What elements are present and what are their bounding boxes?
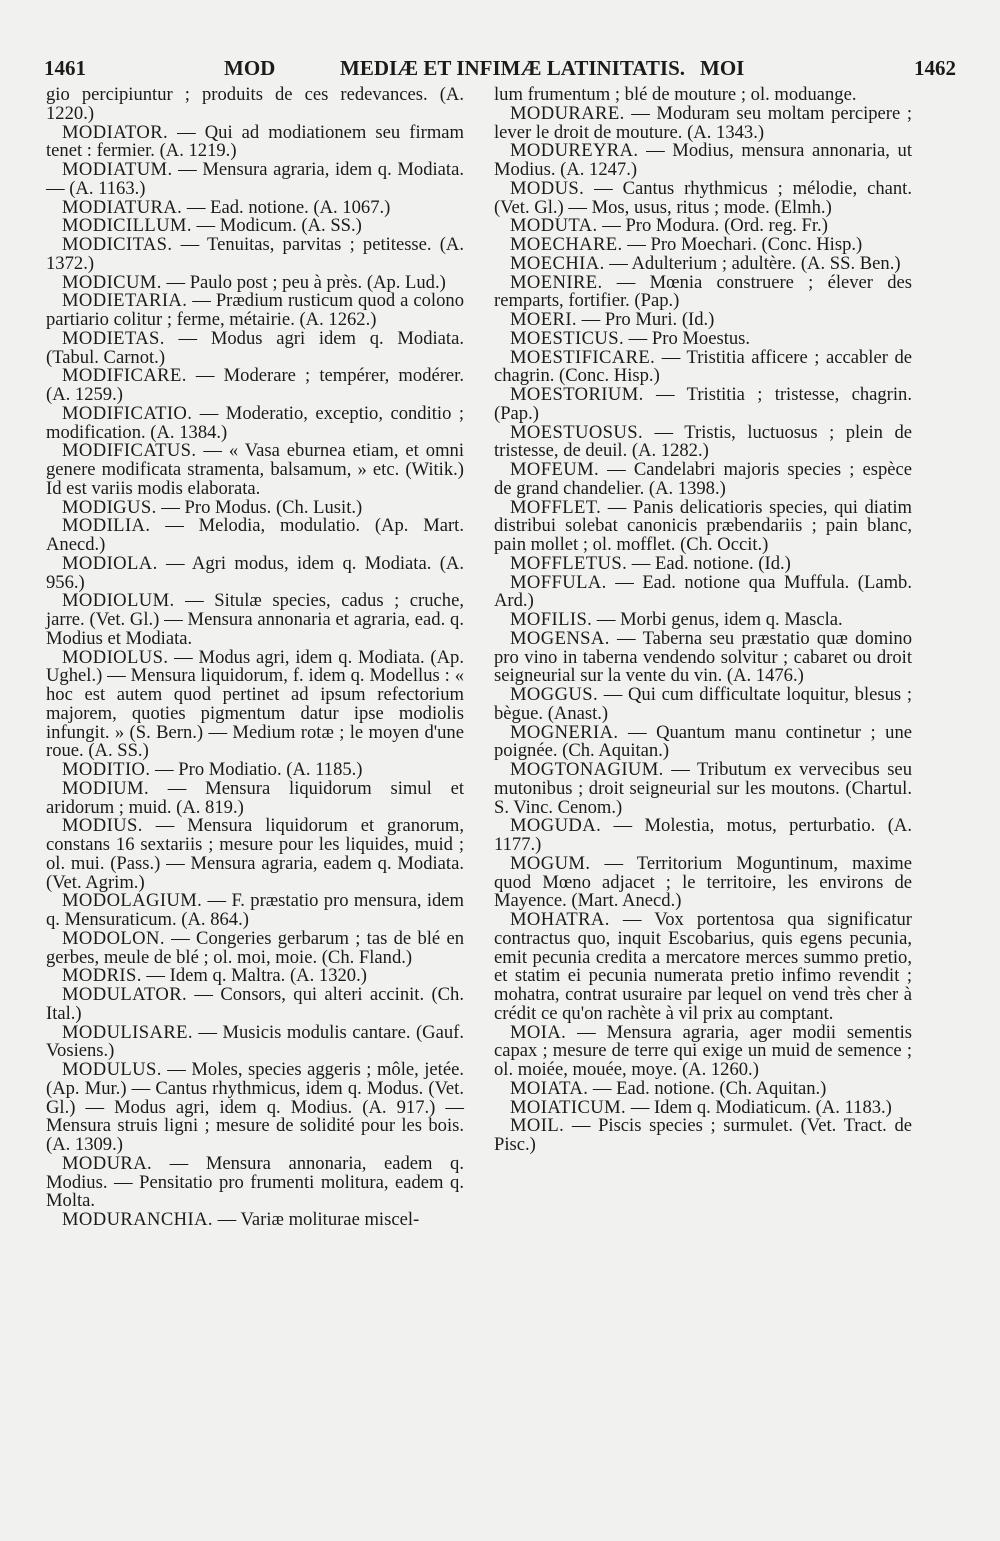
entry-definition: — Pro Modiatio. (A. 1185.) bbox=[150, 759, 363, 780]
entry-definition: — Pro Moecharі. (Conc. Hisp.) bbox=[622, 234, 863, 255]
left-guide-word: MOD bbox=[224, 56, 276, 80]
entry-definition: — Pro Muri. (Id.) bbox=[576, 309, 715, 330]
entry-definition: — Qui cum difficultate loquitur, blesus ; bègue. (Anast.) bbox=[494, 684, 912, 724]
entry-definition: — Mensura liquidorum simul et aridorum ; muid. (A. 819.) bbox=[46, 777, 464, 818]
entry-headword: MOESTICUS. bbox=[510, 327, 625, 349]
entry-definition: — Mensura liquidorum et granorum, constans 16 sextariis ; mesure pour les liquides, muid ; ol. mui. (Pass.) — Mensura agraria, eadem q. Modiata. (Vet. Agrim.) bbox=[46, 815, 464, 893]
entry-headword: MODIGUS. bbox=[62, 496, 157, 518]
entry-definition: — Moles, species aggeris ; môle, jetée. (Ap. Mur.) — Cantus rhythmicus, idem q. Modus. (Vet. Gl.) — Modus agri, idem q. Modius. (A. 917.) — Mensura struis ligni ; mesure de solidité pour les bois. (A. 1309.) bbox=[46, 1059, 464, 1155]
entry-headword: MODIUM. bbox=[62, 777, 149, 799]
entry-headword: MODITIO. bbox=[62, 759, 151, 780]
entry-headword: MODICUM. bbox=[62, 271, 162, 293]
entry-definition: — Mensura agraria, ager modii sementis capax ; mesure de terre qui exige un muid de semence ; ol. moiée, mouée, moye. (A. 1260.) bbox=[494, 1021, 912, 1080]
entry-headword: MODIETARIA. bbox=[62, 290, 188, 312]
entry-headword: MODULISARE. bbox=[62, 1021, 193, 1043]
entry-headword: MOGGUS. bbox=[510, 684, 599, 705]
entry-headword: MODUTA. bbox=[510, 215, 598, 237]
dictionary-entry bbox=[494, 761, 912, 817]
dictionary-entry bbox=[494, 817, 912, 855]
entry-headword: MOGNERIA. bbox=[510, 721, 619, 743]
dictionary-entry bbox=[494, 686, 912, 724]
entry-definition: — Ead. notione. (Id.) bbox=[627, 552, 791, 574]
dictionary-entry bbox=[46, 327, 464, 368]
entry-headword: MOERI. bbox=[510, 309, 577, 330]
dictionary-entry bbox=[46, 892, 464, 930]
entry-definition: — Tristis, luctuosus ; plein de tristesse, de deuil. (A. 1282.) bbox=[494, 421, 912, 462]
entry-definition: — Moderatio, exceptio, conditio ; modification. (A. 1384.) bbox=[46, 402, 464, 443]
dictionary-entry bbox=[46, 1211, 464, 1230]
entry-headword: MODULATOR. bbox=[62, 984, 188, 1005]
running-header bbox=[44, 56, 956, 86]
dictionary-entry bbox=[46, 927, 464, 968]
dictionary-entry bbox=[46, 1152, 464, 1212]
dictionary-entry bbox=[494, 627, 912, 687]
entry-headword: MOGUDA. bbox=[510, 815, 602, 837]
entry-definition: — Pro Modus. (Ch. Lusit.) bbox=[156, 496, 363, 518]
entry-definition: — Mœnia construere ; élever des remparts, fortifier. (Pap.) bbox=[494, 271, 912, 312]
entry-headword: MODIOLA. bbox=[62, 552, 158, 574]
entry-definition: — Agri modus, idem q. Modiata. (A. 956.) bbox=[46, 552, 464, 593]
entry-headword: MOENIRE. bbox=[510, 271, 603, 293]
entry-headword: MODIFICATIO. bbox=[62, 402, 193, 424]
dictionary-entry bbox=[494, 721, 912, 762]
entry-headword: MODURANCHIA. bbox=[62, 1209, 213, 1230]
entry-definition: — Panis delicatioris species, qui diatim distribui solebat canonicis præbendariis ; pain blanc, pain mollet ; ol. mofflet. (Ch. Occit.) bbox=[494, 496, 912, 555]
entry-definition: — Idem q. Modiaticum. (A. 1183.) bbox=[626, 1096, 892, 1118]
entry-headword: MOGUM. bbox=[510, 852, 591, 874]
entry-headword: MODIATOR. bbox=[62, 121, 169, 143]
dictionary-entry bbox=[494, 571, 912, 612]
entry-headword: MODILIA. bbox=[62, 515, 151, 537]
entry-definition: — Idem q. Maltra. (A. 1320.) bbox=[141, 965, 367, 987]
dictionary-entry bbox=[46, 777, 464, 818]
entry-headword: MOGTONAGIUM. bbox=[510, 759, 664, 780]
entry-headword: MOFFLET. bbox=[510, 496, 602, 518]
dictionary-entry bbox=[494, 1117, 912, 1155]
dictionary-entry bbox=[46, 517, 464, 555]
dictionary-entry bbox=[494, 496, 912, 555]
entry-headword: MODUS. bbox=[510, 177, 585, 199]
dictionary-entry bbox=[46, 817, 464, 892]
dictionary-entry bbox=[46, 592, 464, 648]
dictionary-entry bbox=[46, 236, 464, 274]
entry-definition: — Pro Modura. (Ord. reg. Fr.) bbox=[597, 215, 828, 237]
entry-definition: — Pro Moestus. bbox=[624, 327, 751, 349]
running-title: MEDIÆ ET INFIMÆ LATINITATIS. bbox=[340, 56, 686, 80]
entry-definition: — Piscis species ; surmulet. (Vet. Tract. de Pisc.) bbox=[494, 1115, 912, 1155]
entry-headword: MOFILIS. bbox=[510, 609, 593, 630]
entry-headword: MOESTIFICARE. bbox=[510, 346, 656, 368]
entry-headword: MOESTORIUM. bbox=[510, 384, 644, 405]
entry-definition: — Tenuitas, parvitas ; petitesse. (A. 1372.) bbox=[46, 234, 464, 274]
entry-definition: — Ead. notione. (Ch. Aquitan.) bbox=[588, 1077, 827, 1099]
entry-definition: — Mensura annonaria, eadem q. Modius. — Pensitatio pro frumenti molitura, eadem q. Molta. bbox=[46, 1152, 464, 1212]
entry-headword: MOIA. bbox=[510, 1021, 567, 1043]
entry-definition: — Molestia, motus, perturbatio. (A. 1177.) bbox=[494, 815, 912, 855]
entry-definition: — Tristitia ; tristesse, chagrin. (Pap.) bbox=[494, 384, 912, 424]
entry-headword: MODURARE. bbox=[510, 102, 625, 124]
entry-definition: — Congeries gerbarum ; tas de blé en gerbes, meule de blé ; ol. moi, moie. (Ch. Fland.) bbox=[46, 927, 464, 968]
dictionary-entry bbox=[494, 271, 912, 312]
dictionary-entry bbox=[46, 292, 464, 330]
entry-headword: MOFFULA. bbox=[510, 571, 607, 593]
dictionary-entry bbox=[46, 402, 464, 443]
entry-definition: — Consors, qui alteri accinit. (Ch. Ital.) bbox=[46, 984, 464, 1024]
entry-headword: MODRIS. bbox=[62, 965, 142, 987]
entry-headword: MODULUS. bbox=[62, 1059, 162, 1080]
entry-definition: — « Vasa eburnea etiam, et omni genere modificata stramenta, balsamum, » etc. (Witik.) Id est variis modis elaborata. bbox=[46, 440, 464, 499]
entry-definition: — Musicis modulis cantare. (Gauf. Vosiens.) bbox=[46, 1021, 464, 1062]
dictionary-entry bbox=[46, 1021, 464, 1062]
entry-headword: MODOLAGIUM. bbox=[62, 890, 203, 912]
entry-definition: — Adulterium ; adultère. (A. SS. Ben.) bbox=[604, 252, 901, 274]
entry-headword: MODIOLUM. bbox=[62, 590, 175, 612]
entry-definition: lum frumentum ; blé de mouture ; ol. moduange. bbox=[494, 84, 857, 105]
entry-headword: MODICILLUM. bbox=[62, 215, 192, 237]
entry-definition: — Modicum. (A. SS.) bbox=[191, 215, 362, 237]
entry-headword: MOECHIA. bbox=[510, 252, 605, 274]
entry-headword: MOIATA. bbox=[510, 1077, 589, 1099]
dictionary-entry bbox=[494, 911, 912, 1024]
entry-definition: — Ead. notione qua Muffula. (Lamb. Ard.) bbox=[494, 571, 912, 612]
entry-definition: — Candelabri majoris species ; espèce de grand chandelier. (A. 1398.) bbox=[494, 459, 912, 499]
entry-definition: — Prædium rusticum quod a colono partiario colitur ; ferme, métairie. (A. 1262.) bbox=[46, 290, 464, 330]
entry-headword: MODICITAS. bbox=[62, 234, 173, 255]
dictionary-entry bbox=[46, 646, 464, 762]
entry-definition: — F. præstatio pro mensura, idem q. Mensuraticum. (A. 864.) bbox=[46, 890, 464, 930]
entry-headword: MODIUS. bbox=[62, 815, 143, 837]
entry-definition: gio percipiuntur ; produits de ces redevances. (A. 1220.) bbox=[46, 84, 464, 124]
entry-definition: — Taberna seu præstatio quæ domino pro vino in taberna vendendo solvitur ; cabaret ou droit seigneurial sur la vente du vin. (A. 1476.) bbox=[494, 627, 912, 687]
dictionary-entry bbox=[46, 121, 464, 162]
dictionary-entry bbox=[494, 852, 912, 912]
dictionary-entry bbox=[494, 461, 912, 499]
dictionary-entry bbox=[46, 986, 464, 1024]
entry-definition: — Quantum manu continetur ; une poignée. (Ch. Aquitan.) bbox=[494, 721, 912, 762]
entry-headword: MODIATUM. bbox=[62, 159, 173, 180]
entry-definition: — Ead. notione. (A. 1067.) bbox=[182, 196, 391, 218]
entry-headword: MODIATURA. bbox=[62, 196, 183, 218]
entry-definition: — Moderare ; tempérer, modérer. (A. 1259.) bbox=[46, 365, 464, 405]
entry-headword: MOHATRA. bbox=[510, 909, 610, 930]
entry-headword: MOFFLETUS. bbox=[510, 552, 628, 574]
left-page-number: 1461 bbox=[44, 56, 86, 80]
entry-definition: — Vox portentosa qua significatur contractus quo, inquit Escobarius, quis egens pecunia, emit pecunia credita a mercatore merces summo pretio, et statim ei pecunia numerata pretio infimo revendit ; mohatra, contrat usuraire par lequel on vend très cher à crédit ce qu'on rachète à vil prix au comptant. bbox=[494, 909, 912, 1024]
entry-definition: — Territorium Moguntinum, maxime quod Mœno adjacet ; le territoire, les environs de Mayence. (Mart. Anecd.) bbox=[494, 852, 912, 912]
dictionary-entry bbox=[494, 142, 912, 180]
entry-definition: — Situlæ species, cadus ; cruche, jarre. (Vet. Gl.) — Mensura annonaria et agraria, ead. q. Modius et Modiata. bbox=[46, 590, 464, 649]
dictionary-entry bbox=[494, 102, 912, 143]
dictionary-entry bbox=[46, 552, 464, 593]
dictionary-entry bbox=[46, 442, 464, 498]
entry-definition: — Moduram seu moltam percipere ; lever le droit de mouture. (A. 1343.) bbox=[494, 102, 912, 143]
entry-definition: — Modius, mensura annonaria, ut Modius. (A. 1247.) bbox=[494, 140, 912, 180]
entry-headword: MODOLON. bbox=[62, 927, 165, 949]
entry-definition: — Tristitia afficere ; accabler de chagrin. (Conc. Hisp.) bbox=[494, 346, 912, 387]
dictionary-entry bbox=[494, 177, 912, 218]
entry-headword: MOGENSA. bbox=[510, 627, 610, 649]
entry-definition: — Variæ moliturae miscel- bbox=[212, 1209, 420, 1230]
dictionary-entry bbox=[494, 421, 912, 462]
entry-definition: — Morbi genus, idem q. Mascla. bbox=[592, 609, 843, 630]
entry-headword: MOFEUM. bbox=[510, 459, 600, 480]
dictionary-entry bbox=[46, 86, 464, 124]
entry-headword: MODUREYRA. bbox=[510, 140, 639, 162]
dictionary-entry bbox=[46, 1061, 464, 1155]
entry-headword: MODURA. bbox=[62, 1152, 153, 1174]
entry-headword: MODIOLUS. bbox=[62, 646, 169, 668]
entry-headword: MOESTUOSUS. bbox=[510, 421, 644, 443]
left-column bbox=[46, 86, 464, 1230]
entry-headword: MODIETAS. bbox=[62, 327, 165, 349]
dictionary-entry bbox=[494, 346, 912, 387]
entry-headword: MODIFICATUS. bbox=[62, 440, 197, 462]
dictionary-entry bbox=[494, 1021, 912, 1080]
entry-definition: — Paulo post ; peu à près. (Ap. Lud.) bbox=[161, 271, 446, 293]
entry-headword: MOIL. bbox=[510, 1115, 565, 1137]
entry-headword: MODIFICARE. bbox=[62, 365, 187, 387]
right-column bbox=[494, 86, 912, 1155]
right-page-number: 1462 bbox=[914, 56, 956, 80]
entry-definition: — Qui ad modiationem seu firmam tenet : fermier. (A. 1219.) bbox=[46, 121, 464, 162]
right-guide-word: MOI bbox=[700, 56, 745, 80]
entry-definition: — Melodia, modulatio. (Ap. Mart. Anecd.) bbox=[46, 515, 464, 555]
entry-definition: — Mensura agraria, idem q. Modiata. — (A. 1163.) bbox=[46, 159, 464, 199]
dictionary-entry bbox=[494, 386, 912, 424]
entry-headword: MOECHARE. bbox=[510, 234, 623, 255]
entry-definition: — Tributum ex vervecibus seu mutonibus ; droit seigneurial sur les moutons. (Chartul. S. Vinc. Cenom.) bbox=[494, 759, 912, 818]
entry-definition: — Modus agri, idem q. Modiata. (Ap. Ughel.) — Mensura liquidorum, f. idem q. Modellus : « hoc est autem quod pertinet ad ipsum refectorium majorem, quoties pigmentum datur ipse modiolis infungit. » (S. Bern.) — Medium rotæ ; le moyen d'une roue. (A. SS.) bbox=[46, 646, 464, 762]
entry-headword: MOIATICUM. bbox=[510, 1096, 627, 1118]
dictionary-entry bbox=[46, 161, 464, 199]
dictionary-entry bbox=[46, 367, 464, 405]
entry-definition: — Modus agri idem q. Modiata. (Tabul. Carnot.) bbox=[46, 327, 464, 368]
entry-definition: — Cantus rhythmicus ; mélodie, chant. (Vet. Gl.) — Mos, usus, ritus ; mode. (Elmh.) bbox=[494, 177, 912, 218]
